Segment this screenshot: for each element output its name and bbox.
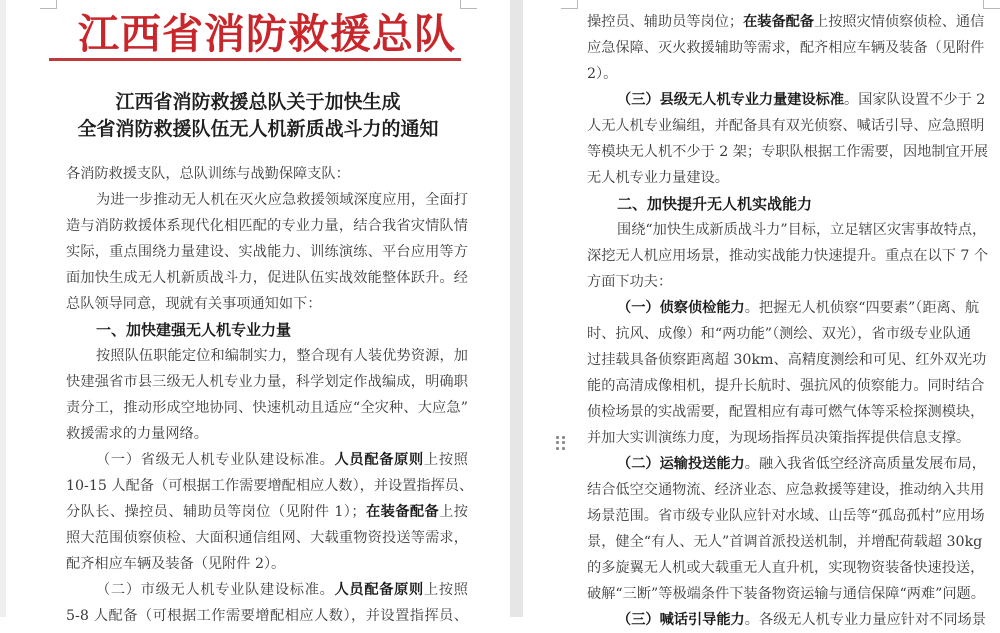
paragraph-line: 并加大实训演练力度，为现场指挥员决策指挥提供信息支撑。	[587, 430, 971, 446]
paragraph-line	[66, 499, 468, 525]
red-divider-rule	[49, 58, 461, 61]
paragraph-line	[617, 607, 986, 633]
paragraph-line: 深挖无人机应用场景，推动实战能力快速提升。重点在以下 7 个	[587, 248, 989, 264]
item-label: （一）省级无人机专业队建设标准。	[96, 452, 335, 468]
paragraph-line: 照大范围侦察侦检、大面积通信组网、大载重物资投送等需求，	[66, 530, 468, 546]
paragraph-line: 破解“三断”等极端条件下装备物资运输与通信保障“两难”问题。	[587, 586, 985, 602]
document-title-line-2: 全省消防救援队伍无人机新质战斗力的通知	[77, 118, 439, 140]
paragraph-line: 总队领导同意，现就有关事项通知如下：	[66, 296, 322, 312]
paragraph-line: 时、抗风、成像）和“两功能”（测绘、双光），省市级专业队通	[587, 326, 971, 342]
paragraph-line	[587, 9, 985, 35]
paragraph-line	[617, 451, 986, 477]
text-span: 上按照	[423, 452, 468, 468]
paragraph-line: 10-15 人配备（可根据工作需要增配相应人数），并设置指挥员、	[66, 478, 474, 494]
paragraph-line: 结合低空交通物流、经济业态、应急救援等建设，推动纳入共用	[587, 482, 985, 498]
text-span: 上按照灾情侦察侦检、通信	[814, 14, 985, 30]
text-span: 分队长、操控员、辅助员等岗位（见附件 1）；	[66, 504, 366, 520]
paragraph-line: 面加快生成无人机新质战斗力，促进队伍实战效能整体跃升。经	[66, 270, 468, 286]
margin-corner-mark	[40, 0, 57, 9]
bold-emphasis: （二）运输投送能力	[617, 456, 745, 472]
paragraph-line: 实际，重点围绕力量建设、实战能力、训练演练、平台应用等方	[66, 244, 468, 260]
page-gutter-middle	[510, 0, 523, 617]
paragraph-line: 快建强省市县三级无人机专业力量，科学划定作战编成，明确职	[66, 374, 468, 390]
section-heading-1: 一、加快建强无人机专业力量	[96, 321, 292, 339]
text-span: 。各级无人机专业力量应针对不同场景	[744, 612, 986, 628]
paragraph-line	[617, 295, 980, 321]
paragraph-line: 能的高清成像相机，提升长航时、强抗风的侦察能力。同时结合	[587, 378, 985, 394]
paragraph-line: 造与消防救援体系现代化相匹配的专业力量，结合我省灾情队情	[66, 218, 468, 234]
paragraph-line: 景，健全“有人、无人”首调首派投送机制，并增配荷载超 30kg	[587, 534, 983, 550]
text-span: 。把握无人机侦察“四要素”（距离、航	[744, 300, 980, 316]
margin-corner-mark	[561, 0, 578, 9]
bold-emphasis: 在装备配备	[743, 14, 815, 30]
paragraph-line: 无人机专业力量建设。	[587, 170, 729, 186]
section-heading-2: 二、加快提升无人机实战能力	[617, 195, 813, 213]
bold-emphasis: 人员配备原则	[334, 582, 424, 598]
paragraph-line: 方面下功夫：	[587, 274, 673, 290]
paragraph-line: 的多旋翼无人机或大载重无人直升机，实现物资装备快速投送，	[587, 560, 985, 576]
paragraph-line: 围绕“加快生成新质战斗力”目标，立足辖区灾害事故特点，	[617, 222, 987, 238]
item-label: （二）市级无人机专业队建设标准。	[96, 582, 335, 598]
bold-emphasis: 在装备配备	[365, 504, 440, 520]
text-span: 。融入我省低空经济高质量发展布局，	[744, 456, 986, 472]
bold-emphasis: （三）县级无人机专业力量建设标准	[617, 92, 845, 108]
drag-handle-icon[interactable]	[556, 436, 566, 450]
paragraph-line: 等模块无人机不少于 2 架；专职队根据工作需要，因地制宜开展	[587, 144, 989, 160]
text-span: 。国家队设置不少于 2	[844, 92, 986, 108]
margin-corner-mark	[460, 0, 477, 9]
text-span: 上按	[439, 504, 468, 520]
salutation: 各消防救援支队，总队训练与战勤保障支队：	[66, 166, 350, 182]
document-page-right	[523, 0, 1000, 628]
paragraph-line: 救援需求的力量网络。	[66, 426, 208, 442]
margin-corner-mark	[983, 0, 1000, 9]
paragraph-line	[96, 447, 468, 473]
document-title-line-1: 江西省消防救援总队关于加快生成	[115, 91, 401, 113]
text-span: 操控员、辅助员等岗位；	[587, 14, 744, 30]
paragraph-line: 按照队伍职能定位和编制实力，整合现有人装优势资源，加	[96, 348, 468, 364]
paragraph-line: 5-8 人配备（可根据工作需要增配相应人数），并设置指挥员、	[66, 608, 468, 624]
red-letterhead: 江西省消防救援总队	[78, 10, 456, 58]
paragraph-line: 2）。	[587, 66, 618, 82]
paragraph-line: 过挂载具备侦察距离超 30km、高精度测绘和可见、红外双光功	[587, 352, 987, 368]
paragraph-line	[617, 87, 986, 113]
paragraph-line: 人无人机专业编组，并配备具有双光侦察、喊话引导、应急照明	[587, 118, 985, 134]
paragraph-line: 侦检场景的实战需要，配置相应有毒可燃气体等采检探测模块，	[587, 404, 985, 420]
bold-emphasis: 人员配备原则	[334, 452, 424, 468]
paragraph-line: 为进一步推动无人机在灭火应急救援领域深度应用，全面打	[96, 192, 468, 208]
document-page-left	[6, 0, 510, 624]
paragraph-line: 场景范围。省市级专业队应针对水域、山岳等“孤岛孤村”应用场	[587, 508, 985, 524]
paragraph-line	[96, 577, 468, 603]
paragraph-line: 配齐相应车辆及装备（见附件 2）。	[66, 556, 286, 572]
paragraph-line: 应急保障、灭火救援辅助等需求，配齐相应车辆及装备（见附件	[587, 40, 985, 56]
bold-emphasis: （一）侦察侦检能力	[617, 300, 745, 316]
text-span: 上按照	[423, 582, 468, 598]
bold-emphasis: （三）喊话引导能力	[617, 612, 745, 628]
paragraph-line: 责分工，推动形成空地协同、快速机动且适应“全灾种、大应急”	[66, 400, 468, 416]
